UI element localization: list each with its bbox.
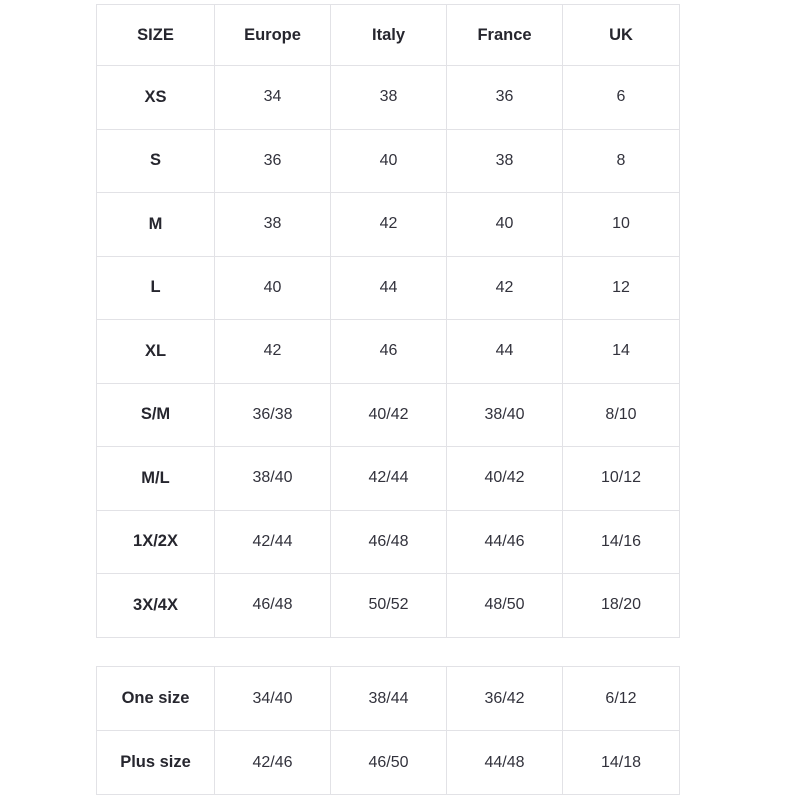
row-label: One size [97,667,215,731]
column-header-italy: Italy [331,5,447,66]
cell-italy: 44 [331,256,447,320]
cell-italy: 46/48 [331,510,447,574]
row-label: M [97,193,215,257]
table-row [97,574,680,638]
cell-france: 44/48 [447,731,563,795]
table-row [97,731,680,795]
secondary-size-table-wrapper [96,666,679,795]
cell-uk: 10/12 [563,447,680,511]
table-row [97,510,680,574]
cell-europe: 38 [215,193,331,257]
secondary-table-body [97,667,680,795]
table-header-row [97,5,680,66]
row-label: Plus size [97,731,215,795]
primary-table-head [97,5,680,66]
row-label: 1X/2X [97,510,215,574]
cell-europe: 42/44 [215,510,331,574]
row-label: 3X/4X [97,574,215,638]
cell-italy: 38/44 [331,667,447,731]
cell-uk: 6 [563,66,680,130]
cell-europe: 40 [215,256,331,320]
primary-table-body [97,66,680,638]
cell-europe: 36/38 [215,383,331,447]
column-header-europe: Europe [215,5,331,66]
cell-france: 38/40 [447,383,563,447]
cell-europe: 34 [215,66,331,130]
cell-uk: 12 [563,256,680,320]
column-header-france: France [447,5,563,66]
row-label: M/L [97,447,215,511]
row-label: XL [97,320,215,384]
cell-france: 38 [447,129,563,193]
column-header-uk: UK [563,5,680,66]
cell-france: 48/50 [447,574,563,638]
table-row [97,66,680,130]
cell-italy: 50/52 [331,574,447,638]
cell-italy: 40 [331,129,447,193]
cell-france: 36 [447,66,563,130]
cell-uk: 10 [563,193,680,257]
row-label: S/M [97,383,215,447]
primary-size-table-wrapper [96,4,679,638]
cell-italy: 42 [331,193,447,257]
cell-uk: 6/12 [563,667,680,731]
cell-italy: 40/42 [331,383,447,447]
table-row [97,129,680,193]
cell-france: 40/42 [447,447,563,511]
cell-uk: 18/20 [563,574,680,638]
cell-uk: 8 [563,129,680,193]
cell-europe: 36 [215,129,331,193]
cell-france: 44/46 [447,510,563,574]
cell-uk: 14 [563,320,680,384]
cell-uk: 14/18 [563,731,680,795]
cell-france: 40 [447,193,563,257]
column-header-size: SIZE [97,5,215,66]
row-label: L [97,256,215,320]
cell-italy: 46 [331,320,447,384]
cell-uk: 14/16 [563,510,680,574]
row-label: XS [97,66,215,130]
table-row [97,383,680,447]
cell-france: 42 [447,256,563,320]
cell-europe: 42 [215,320,331,384]
cell-italy: 46/50 [331,731,447,795]
cell-europe: 34/40 [215,667,331,731]
cell-italy: 38 [331,66,447,130]
table-row [97,256,680,320]
table-row [97,193,680,257]
cell-uk: 8/10 [563,383,680,447]
table-row [97,320,680,384]
cell-france: 44 [447,320,563,384]
cell-europe: 46/48 [215,574,331,638]
secondary-size-table [96,666,680,795]
cell-france: 36/42 [447,667,563,731]
primary-size-table [96,4,680,638]
cell-europe: 42/46 [215,731,331,795]
table-row [97,667,680,731]
cell-europe: 38/40 [215,447,331,511]
cell-italy: 42/44 [331,447,447,511]
row-label: S [97,129,215,193]
table-row [97,447,680,511]
